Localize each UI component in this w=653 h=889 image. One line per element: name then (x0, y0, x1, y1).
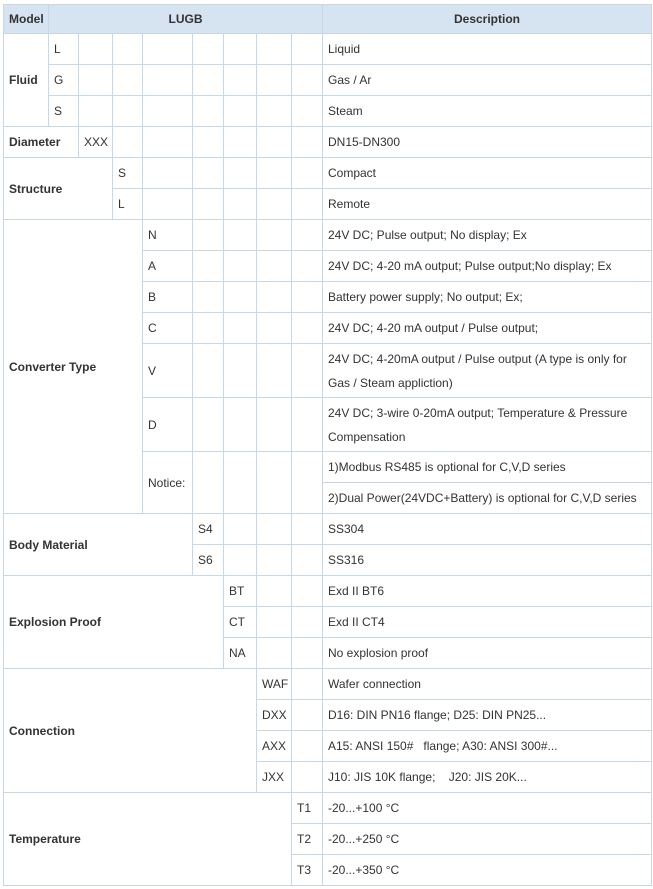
explosion-desc: No explosion proof (323, 638, 652, 669)
table-row (4, 65, 652, 96)
explosion-code: NA (224, 638, 257, 669)
temperature-code: T1 (292, 793, 323, 824)
notice-label: Notice: (143, 452, 193, 514)
table-row (4, 96, 652, 127)
structure-desc: Compact (323, 158, 652, 189)
body-material-desc: SS316 (323, 545, 652, 576)
explosion-code: CT (224, 607, 257, 638)
connection-desc: J10: JIS 10K flange; J20: JIS 20K... (323, 762, 652, 793)
temperature-desc: -20...+350 °C (323, 855, 652, 886)
temperature-desc: -20...+100 °C (323, 793, 652, 824)
fluid-desc: Steam (323, 96, 652, 127)
diameter-code: XXX (79, 127, 113, 158)
table-row (4, 793, 652, 824)
table-row (4, 220, 652, 251)
converter-desc: 24V DC; 3-wire 0-20mA output; Temperature & Pressure Compensation (323, 398, 652, 452)
notice-text: 1)Modbus RS485 is optional for C,V,D series (323, 452, 652, 483)
connection-code: DXX (257, 700, 292, 731)
structure-label: Structure (4, 158, 113, 220)
connection-code: JXX (257, 762, 292, 793)
model-selection-table (3, 4, 652, 886)
temperature-code: T3 (292, 855, 323, 886)
temperature-desc: -20...+250 °C (323, 824, 652, 855)
converter-code: A (143, 251, 193, 282)
structure-code: S (113, 158, 143, 189)
explosion-desc: Exd II BT6 (323, 576, 652, 607)
connection-code: AXX (257, 731, 292, 762)
table-row (4, 127, 652, 158)
connection-desc: D16: DIN PN16 flange; D25: DIN PN25... (323, 700, 652, 731)
fluid-code: S (49, 96, 79, 127)
converter-desc: 24V DC; Pulse output; No display; Ex (323, 220, 652, 251)
explosion-desc: Exd II CT4 (323, 607, 652, 638)
body-material-code: S6 (193, 545, 224, 576)
converter-desc: 24V DC; 4-20mA output / Pulse output (A type is only for Gas / Steam appliction) (323, 344, 652, 398)
temperature-label: Temperature (4, 793, 292, 886)
converter-desc: Battery power supply; No output; Ex; (323, 282, 652, 313)
converter-code: D (143, 398, 193, 452)
structure-desc: Remote (323, 189, 652, 220)
diameter-label: Diameter (4, 127, 79, 158)
table-row (4, 576, 652, 607)
fluid-desc: Liquid (323, 34, 652, 65)
fluid-code: G (49, 65, 79, 96)
header-lugb: LUGB (49, 5, 323, 34)
structure-code: L (113, 189, 143, 220)
table-row (4, 669, 652, 700)
diameter-desc: DN15-DN300 (323, 127, 652, 158)
header-description: Description (323, 5, 652, 34)
body-material-desc: SS304 (323, 514, 652, 545)
header-row (4, 5, 652, 34)
fluid-label: Fluid (4, 34, 49, 127)
table-row (4, 514, 652, 545)
table-row (4, 158, 652, 189)
converter-code: C (143, 313, 193, 344)
converter-code: N (143, 220, 193, 251)
converter-desc: 24V DC; 4-20 mA output / Pulse output; (323, 313, 652, 344)
connection-code: WAF (257, 669, 292, 700)
body-material-code: S4 (193, 514, 224, 545)
converter-label: Converter Type (4, 220, 143, 514)
fluid-desc: Gas / Ar (323, 65, 652, 96)
connection-desc: A15: ANSI 150# flange; A30: ANSI 300#... (323, 731, 652, 762)
temperature-code: T2 (292, 824, 323, 855)
explosion-code: BT (224, 576, 257, 607)
table-row (4, 34, 652, 65)
connection-desc: Wafer connection (323, 669, 652, 700)
explosion-label: Explosion Proof (4, 576, 224, 669)
converter-code: B (143, 282, 193, 313)
notice-text: 2)Dual Power(24VDC+Battery) is optional for C,V,D series (323, 483, 652, 514)
converter-code: V (143, 344, 193, 398)
converter-desc: 24V DC; 4-20 mA output; Pulse output;No display; Ex (323, 251, 652, 282)
header-model: Model (4, 5, 49, 34)
body-material-label: Body Material (4, 514, 193, 576)
fluid-code: L (49, 34, 79, 65)
connection-label: Connection (4, 669, 257, 793)
